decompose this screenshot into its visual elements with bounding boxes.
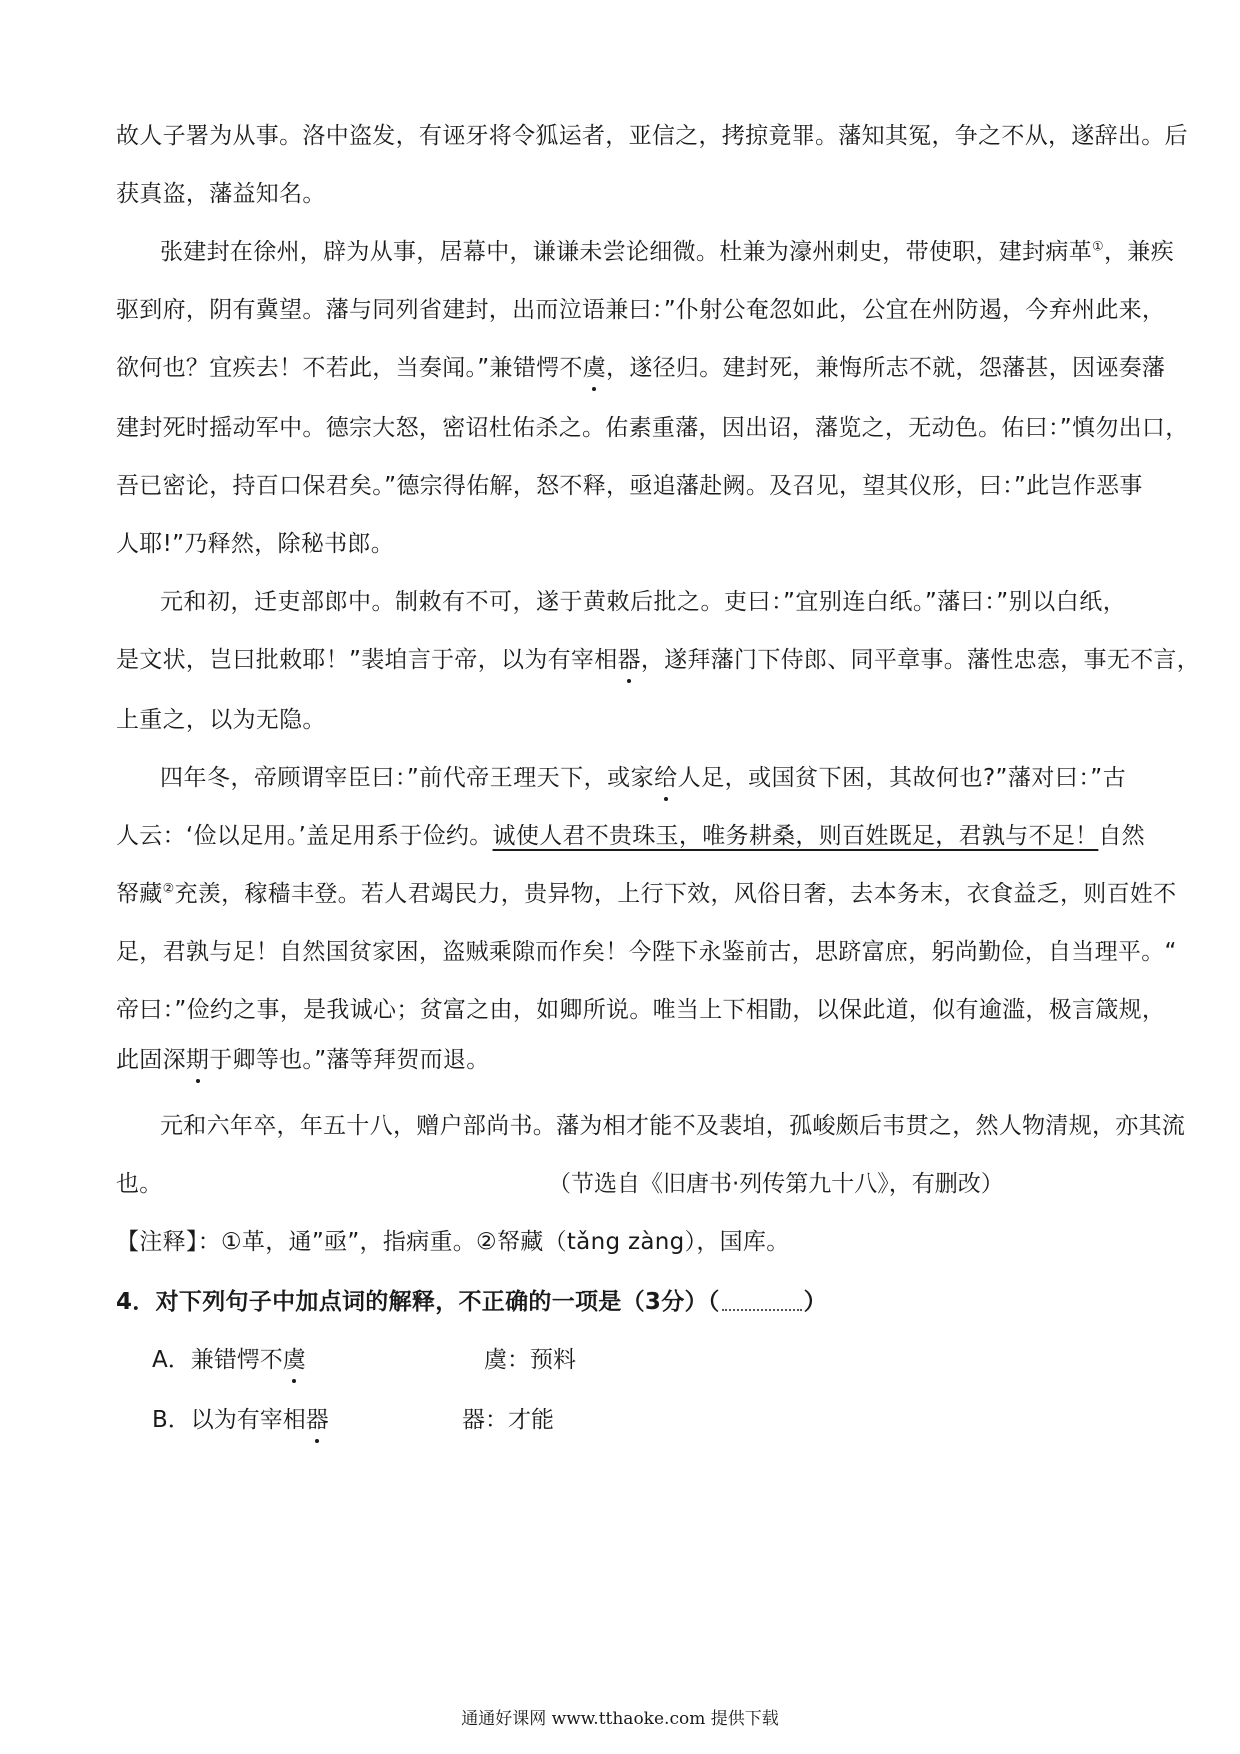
paragraph-4-line: 人云：‘俭以足用。’盖足用系于俭约。诚使人君不贵珠玉，唯务耕桑，则百姓既足，君孰与不足！自然 <box>116 823 1145 849</box>
paragraph-5-line: 元和六年卒，年五十八，赠户部尚书。藩为相才能不及裴垍，孤峻颇后韦贯之，然人物清规，亦其流 <box>160 1113 1186 1139</box>
paragraph-4-line: 帝曰：”俭约之事，是我诚心；贫富之由，如卿所说。唯当上下相勖，以保此道，似有逾滥，极言箴规， <box>116 997 1166 1023</box>
footnote-marker: ① <box>1092 239 1104 255</box>
dotted-word: 期 <box>186 1044 209 1076</box>
option-a-sentence: A．兼错愕不虞 <box>152 1344 306 1376</box>
dotted-word: 给 <box>654 762 677 794</box>
paragraph-3-line: 是文状，岂曰批敕耶！”裴垍言于帝，以为有宰相器，遂拜藩门下侍郎、同平章事。藩性忠悫，事无不言， <box>116 644 1126 676</box>
dotted-word: 器 <box>618 644 641 676</box>
page-footer: 通通好课网 www.tthaoke.com 提供下载 <box>461 1709 779 1729</box>
answer-blank <box>722 1295 802 1311</box>
paragraph-4-line: 帑藏②充羡，稼穑丰登。若人君竭民力，贵异物，上行下效，风俗日奢，去本务末，衣食益乏，则百姓不 <box>116 881 1177 907</box>
paragraph-2-line: 人耶!”乃释然，除秘书郎。 <box>116 531 395 557</box>
option-b-gloss: 器：才能 <box>462 1407 554 1433</box>
paragraph-4-line: 此固深期于卿等也。”藩等拜贺而退。 <box>116 1044 1126 1076</box>
paragraph-2-line: 驱到府，阴有冀望。藩与同列省建封，出而泣语兼曰：”仆射公奄忽如此，公宜在州防遏，今弃州此来， <box>116 297 1166 323</box>
dotted-word: 器 <box>306 1404 329 1436</box>
footnote-marker: ② <box>162 881 175 897</box>
paragraph-2-line: 建封死时摇动军中。德宗大怒，密诏杜佑杀之。佑素重藩，因出诏，藩览之，无动色。佑曰：”慎勿出口， <box>116 415 1189 441</box>
dotted-word: 虞 <box>583 352 606 384</box>
annotation-note: 【注释】：①革，通”亟”，指病重。②帑藏（tǎng zàng），国库。 <box>116 1229 790 1255</box>
paragraph-1-line: 获真盗，藩益知名。 <box>116 181 326 207</box>
source-citation: （节选自《旧唐书·列传第九十八》，有删改） <box>548 1171 1004 1197</box>
question-4-stem: 4．对下列句子中加点词的解释，不正确的一项是（3分）（ ） <box>116 1289 827 1315</box>
option-a-gloss: 虞：预料 <box>484 1347 576 1373</box>
paragraph-5-line: 也。 <box>116 1171 163 1197</box>
dotted-word: 虞 <box>283 1344 306 1376</box>
paragraph-2-line: 张建封在徐州，辟为从事，居幕中，谦谦未尝论细微。杜兼为濠州刺史，带使职，建封病革①，兼疾 <box>160 239 1174 265</box>
underlined-sentence: 诚使人君不贵珠玉，唯务耕桑，则百姓既足，君孰与不足！ <box>492 823 1099 849</box>
paragraph-1-line: 故人子署为从事。洛中盗发，有诬牙将令狐运者，亚信之，拷掠竟罪。藩知其冤，争之不从，遂辞出。后 <box>116 123 1188 149</box>
paragraph-3-line: 上重之，以为无隐。 <box>116 707 326 733</box>
paragraph-2-line: 吾已密论，持百口保君矣。”德宗得佑解，怒不释，亟追藩赴阙。及召见，望其仪形，曰：”此岂作恶事 <box>116 473 1143 499</box>
paragraph-3-line: 元和初，迁吏部郎中。制敕有不可，遂于黄敕后批之。吏曰：”宜别连白纸。”藩曰：”别以白纸， <box>160 589 1126 615</box>
paragraph-4-line: 足，君孰与足！自然国贫家困，盗贼乘隙而作矣！今陛下永鉴前古，思跻富庶，躬尚勤俭，自当理平。“ <box>116 939 1177 965</box>
option-b-sentence: B．以为有宰相器 <box>152 1404 329 1436</box>
paragraph-2-line: 欲何也？宜疾去！不若此，当奏闻。”兼错愕不虞，遂径归。建封死，兼悔所志不就，怨藩甚，因诬奏藩 <box>116 352 1126 384</box>
paragraph-4-line: 四年冬，帝顾谓宰臣曰：”前代帝王理天下，或家给人足，或国贫下困，其故何也?”藩对曰：”古 <box>160 762 1126 794</box>
